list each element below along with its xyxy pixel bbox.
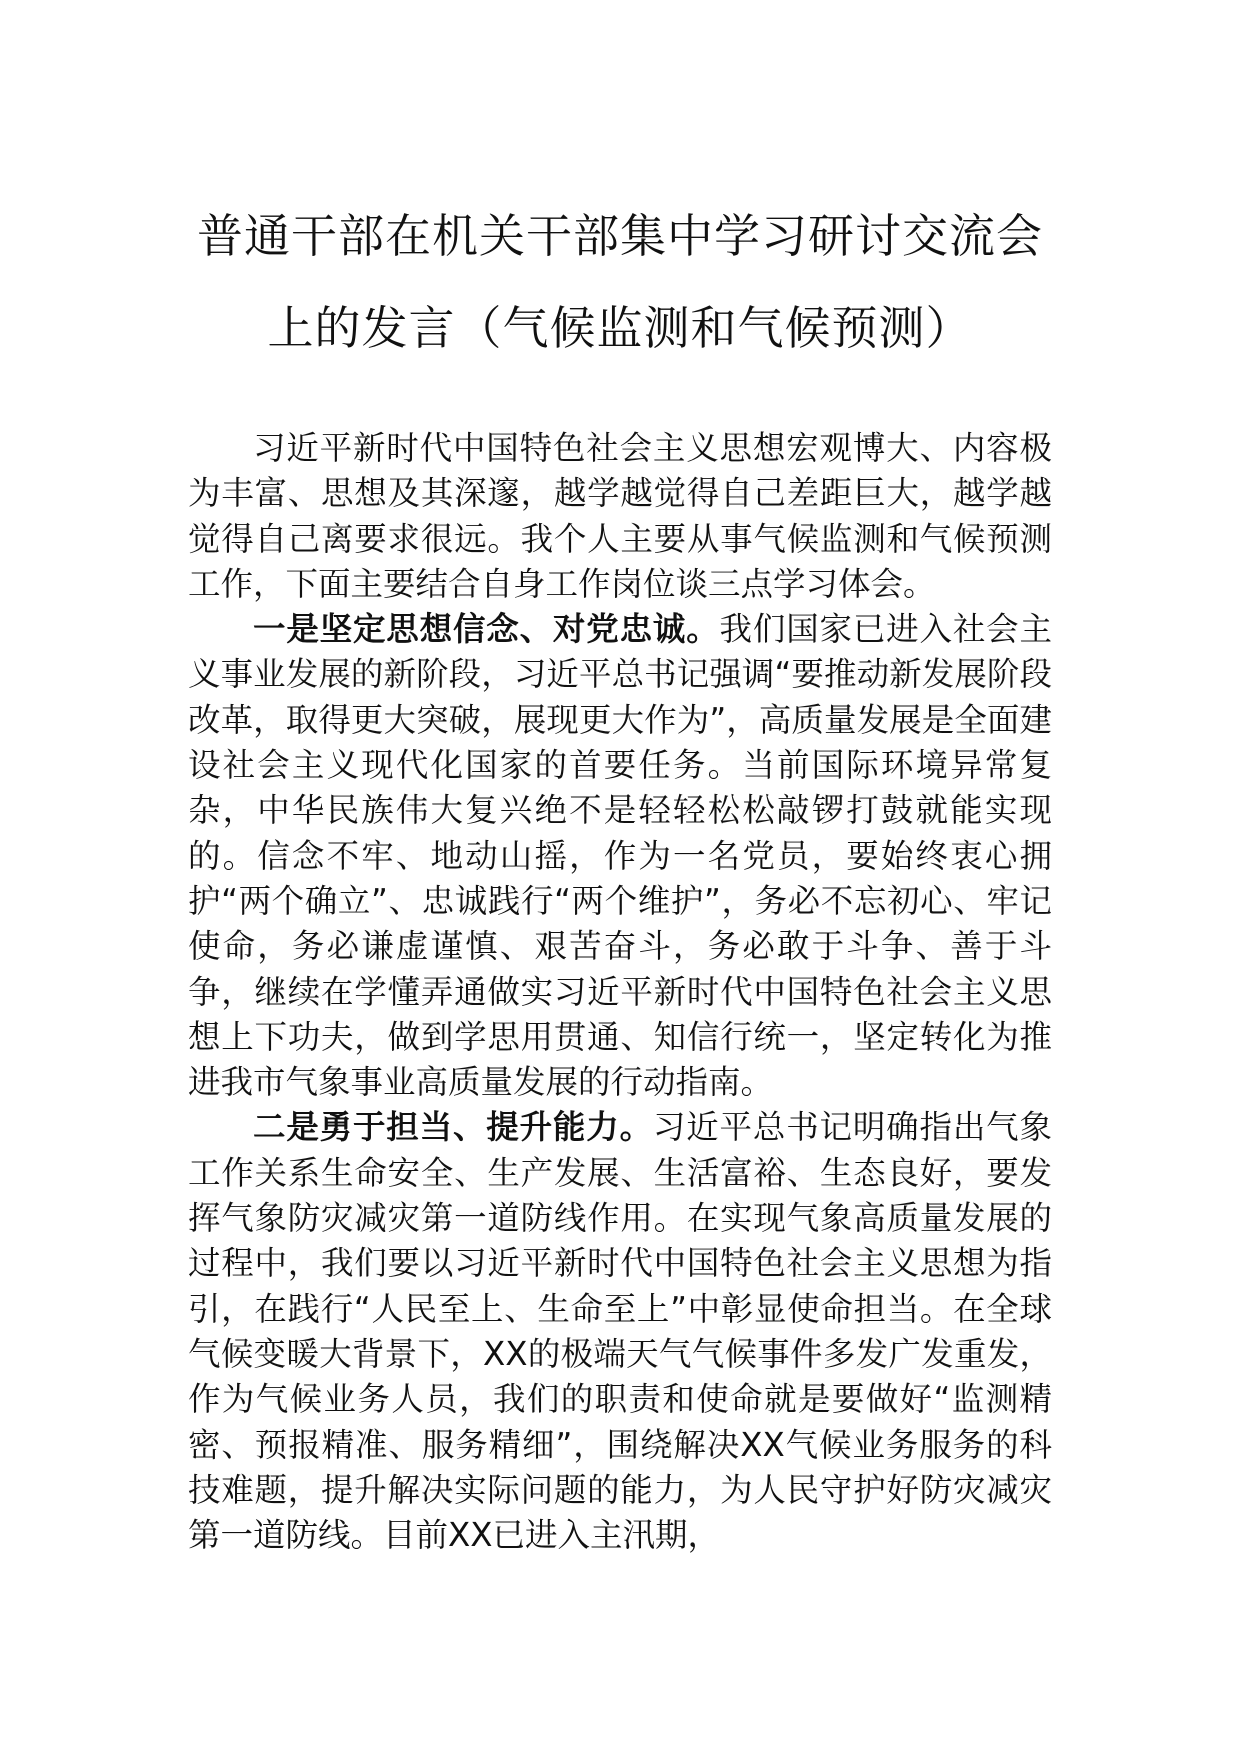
paragraph-point-two-text: 习近平总书记明确指出气象工作关系生命安全、生产发展、生活富裕、生态良好，要发挥气象防灾减灾第一道防线作用。在实现气象高质量发展的过程中，我们要以习近平新时代中国特色社会主义思想为指引，在践行“人民至上、生命至上”中彰显使命担当。在全球气候变暖大背景下，XX的极端天气气候事件多发广发重发，作为气候业务人员，我们的职责和使命就是要做好“监测精密、预报精准、服务精细”，围绕解决XX气候业务服务的科技难题，提升解决实际问题的能力，为人民守护好防灾减灾第一道防线。目前XX已进入主汛期， (188, 1108, 1052, 1555)
paragraph-point-one-heading: 一是坚定思想信念、对党忠诚。 (253, 610, 720, 649)
title-line-2: 上的发言（气候监测和气候预测） (267, 301, 973, 355)
paragraph-intro (188, 426, 1052, 607)
paragraph-intro-text: 习近平新时代中国特色社会主义思想宏观博大、内容极为丰富、思想及其深邃，越学越觉得自己差距巨大，越学越觉得自己离要求很远。我个人主要从事气候监测和气候预测工作，下面主要结合自身工作岗位谈三点学习体会。 (188, 429, 1052, 603)
paragraph-point-two (188, 1105, 1052, 1558)
paragraph-point-two-heading: 二是勇于担当、提升能力。 (253, 1108, 653, 1147)
paragraph-point-one (188, 607, 1052, 1105)
document-title (160, 190, 1080, 374)
title-line-1: 普通干部在机关干部集中学习研讨交流会 (197, 209, 1043, 263)
paragraph-point-one-text: 我们国家已进入社会主义事业发展的新阶段，习近平总书记强调“要推动新发展阶段改革，取得更大突破，展现更大作为”，高质量发展是全面建设社会主义现代化国家的首要任务。当前国际环境异常复杂，中华民族伟大复兴绝不是轻轻松松敲锣打鼓就能实现的。信念不牢、地动山摇，作为一名党员，要始终衷心拥护“两个确立”、忠诚践行“两个维护”，务必不忘初心、牢记使命，务必谦虚谨慎、艰苦奋斗，务必敢于斗争、善于斗争，继续在学懂弄通做实习近平新时代中国特色社会主义思想上下功夫，做到学思用贯通、知信行统一，坚定转化为推进我市气象事业高质量发展的行动指南。 (188, 610, 1052, 1102)
document-body (188, 426, 1052, 1558)
